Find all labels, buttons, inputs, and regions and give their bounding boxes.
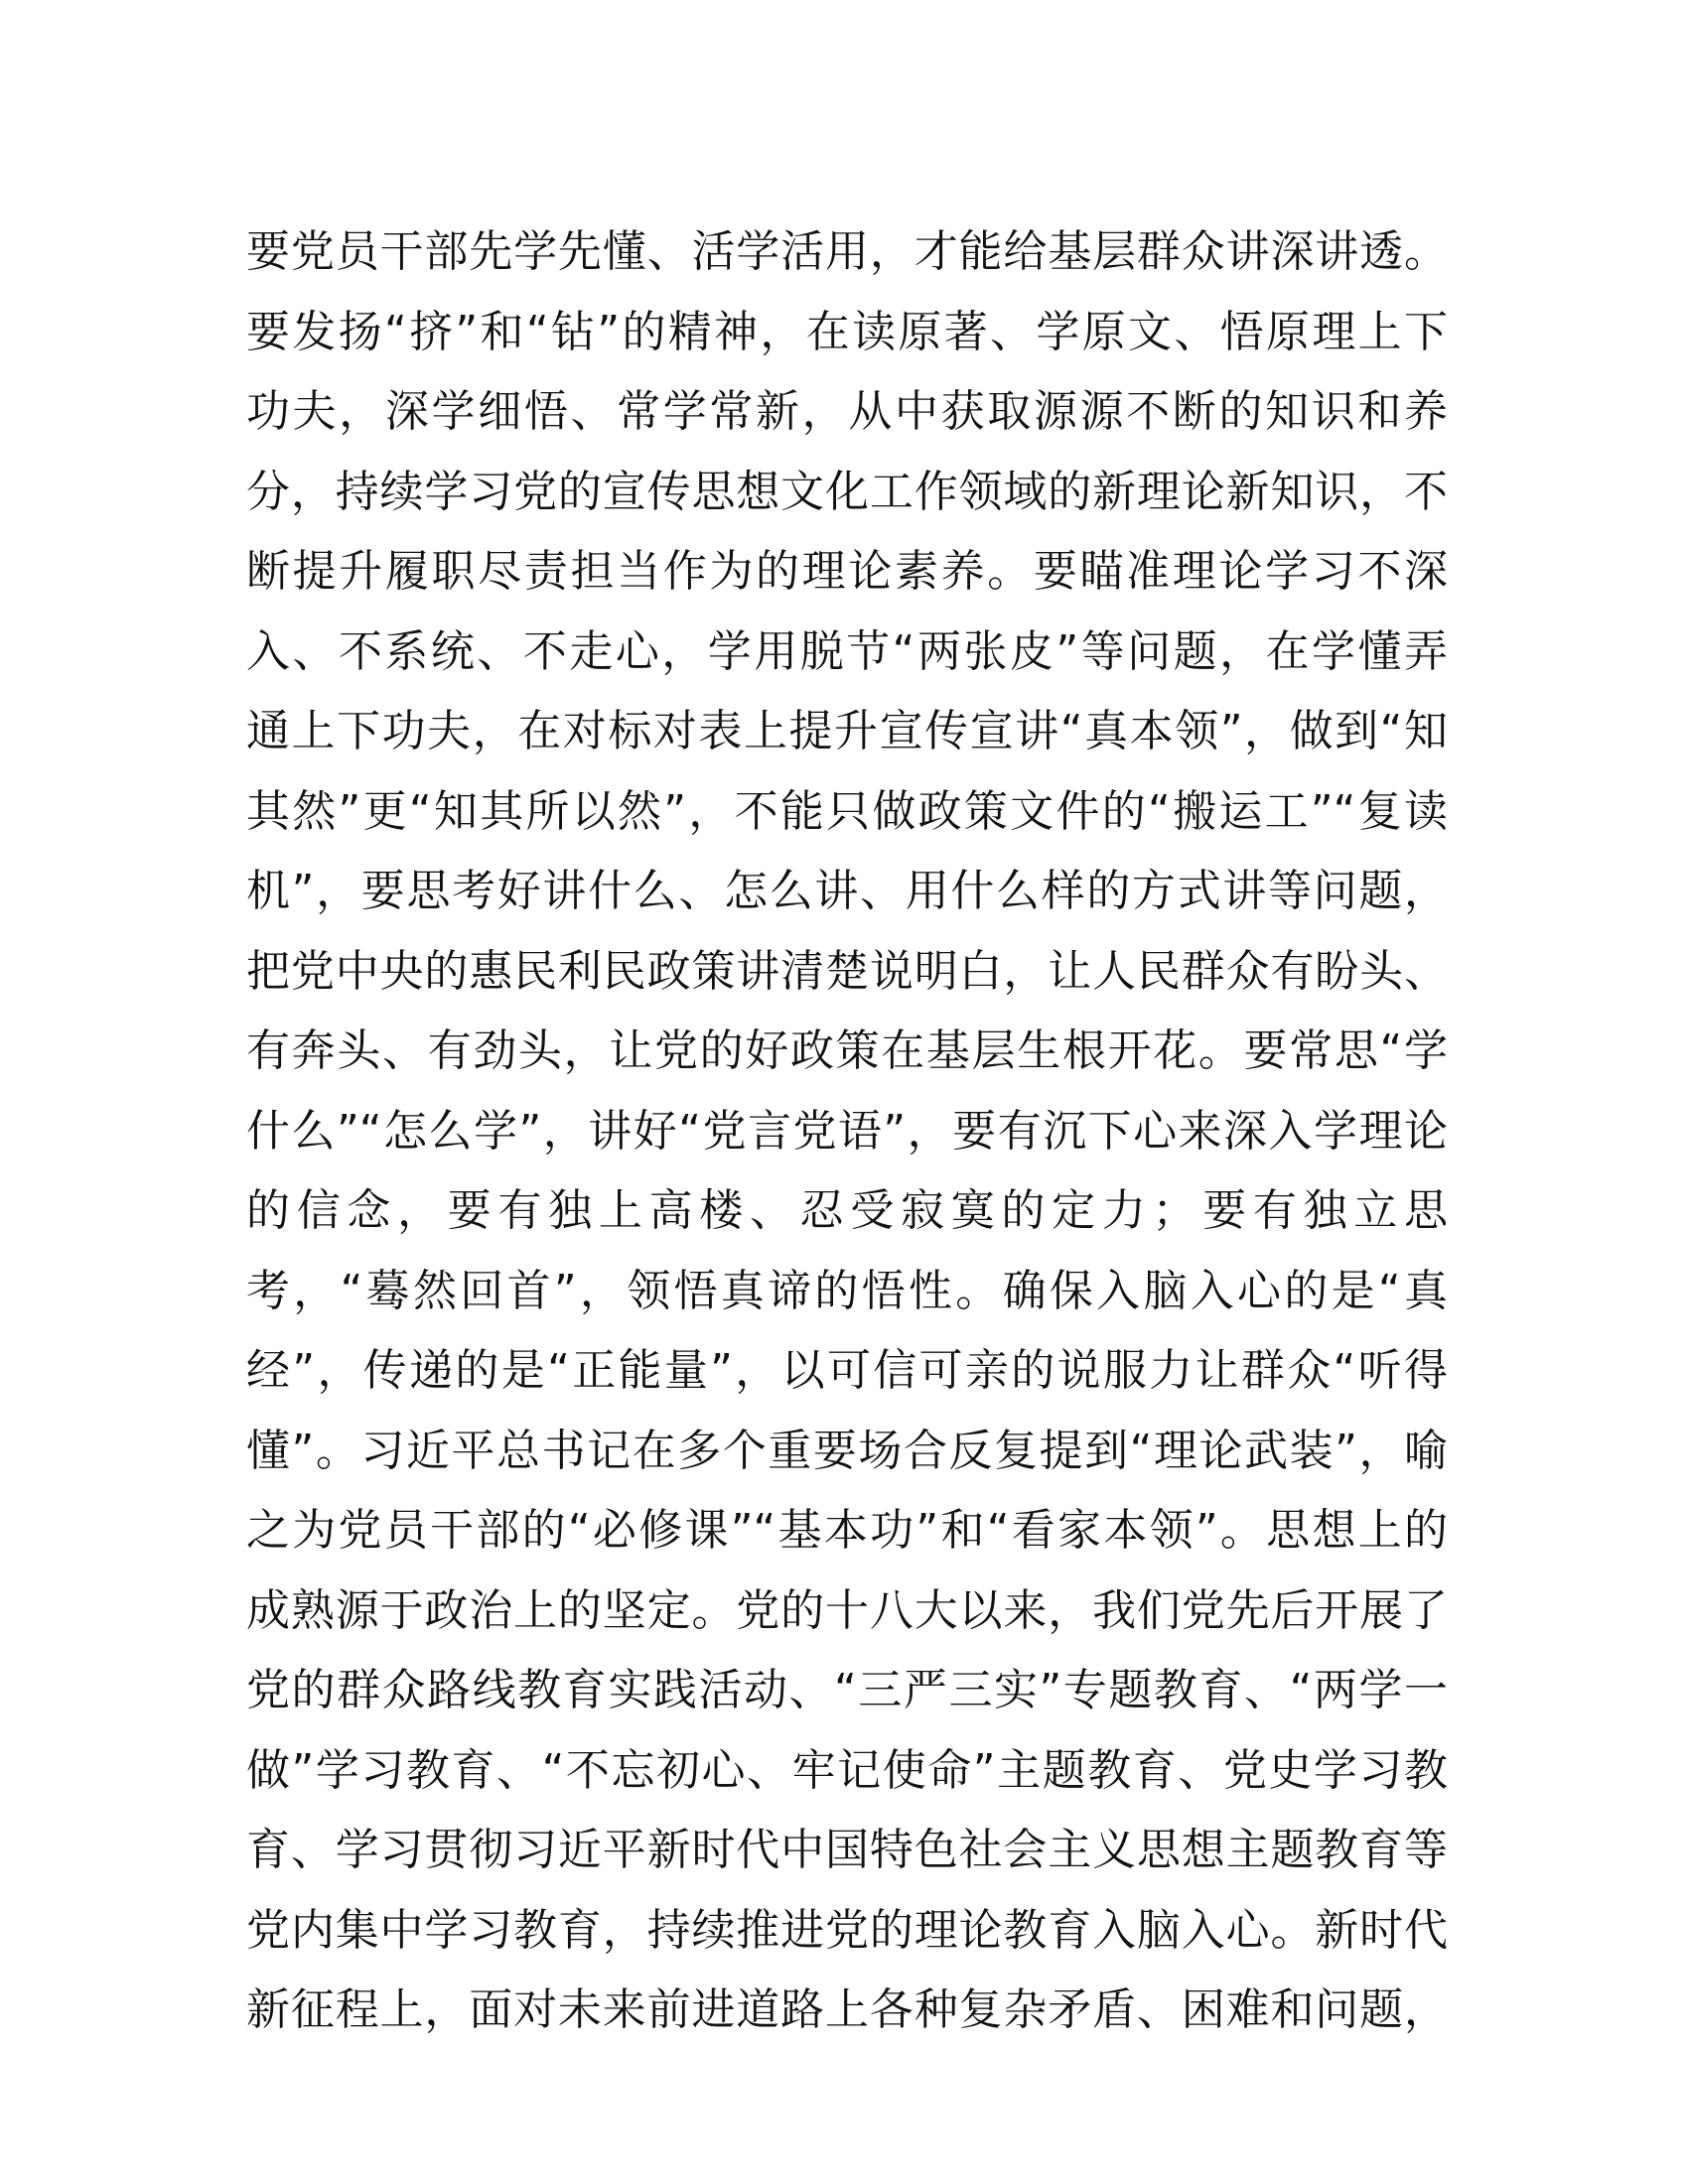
text-line: 入、不系统、不走心，学用脱节“两张皮”等问题，在学懂弄 bbox=[246, 625, 1448, 677]
text-line: 要发扬“挤”和“钻”的精神，在读原著、学原文、悟原理上下 bbox=[246, 306, 1448, 357]
body-paragraph bbox=[246, 212, 1448, 2051]
text-line: 考，“蓦然回首”，领悟真谛的悟性。确保入脑入心的是“真 bbox=[246, 1265, 1448, 1316]
text-line: 通上下功夫，在对标对表上提升宣传宣讲“真本领”，做到“知 bbox=[246, 706, 1448, 756]
text-line: 经”，传递的是“正能量”，以可信可亲的说服力让群众“听得 bbox=[246, 1345, 1448, 1396]
text-line: 其然”更“知其所以然”，不能只做政策文件的“搬运工”“复读 bbox=[246, 785, 1448, 837]
text-line: 成熟源于政治上的坚定。党的十八大以来，我们党先后开展了 bbox=[246, 1584, 1448, 1636]
text-line: 党内集中学习教育，持续推进党的理论教育入脑入心。新时代 bbox=[246, 1904, 1448, 1956]
text-line: 育、学习贯彻习近平新时代中国特色社会主义思想主题教育等 bbox=[246, 1825, 1448, 1875]
text-line: 要党员干部先学先懂、活学活用，才能给基层群众讲深讲透。 bbox=[246, 226, 1448, 277]
text-line: 懂”。习近平总书记在多个重要场合反复提到“理论武装”，喻 bbox=[246, 1425, 1448, 1476]
text-line: 的信念，要有独上高楼、忍受寂寞的定力；要有独立思 bbox=[246, 1185, 1448, 1236]
text-line: 断提升履职尽责担当作为的理论素养。要瞄准理论学习不深 bbox=[246, 546, 1448, 597]
text-line: 之为党员干部的“必修课”“基本功”和“看家本领”。思想上的 bbox=[246, 1505, 1448, 1556]
text-line: 把党中央的惠民利民政策讲清楚说明白，让人民群众有盼头、 bbox=[246, 945, 1448, 997]
text-line: 什么”“怎么学”，讲好“党言党语”，要有沉下心来深入学理论 bbox=[246, 1105, 1448, 1157]
text-line: 功夫，深学细悟、常学常新，从中获取源源不断的知识和养 bbox=[246, 386, 1448, 437]
text-line: 做”学习教育、“不忘初心、牢记使命”主题教育、党史学习教 bbox=[246, 1744, 1448, 1796]
text-line: 分，持续学习党的宣传思想文化工作领域的新理论新知识，不 bbox=[246, 466, 1448, 517]
text-line: 机”，要思考好讲什么、怎么讲、用什么样的方式讲等问题， bbox=[246, 866, 1448, 916]
text-line: 党的群众路线教育实践活动、“三严三实”专题教育、“两学一 bbox=[246, 1665, 1448, 1715]
text-line: 新征程上，面对未来前进道路上各种复杂矛盾、困难和问题， bbox=[246, 1984, 1448, 2035]
text-line: 有奔头、有劲头，让党的好政策在基层生根开花。要常思“学 bbox=[246, 1025, 1448, 1076]
